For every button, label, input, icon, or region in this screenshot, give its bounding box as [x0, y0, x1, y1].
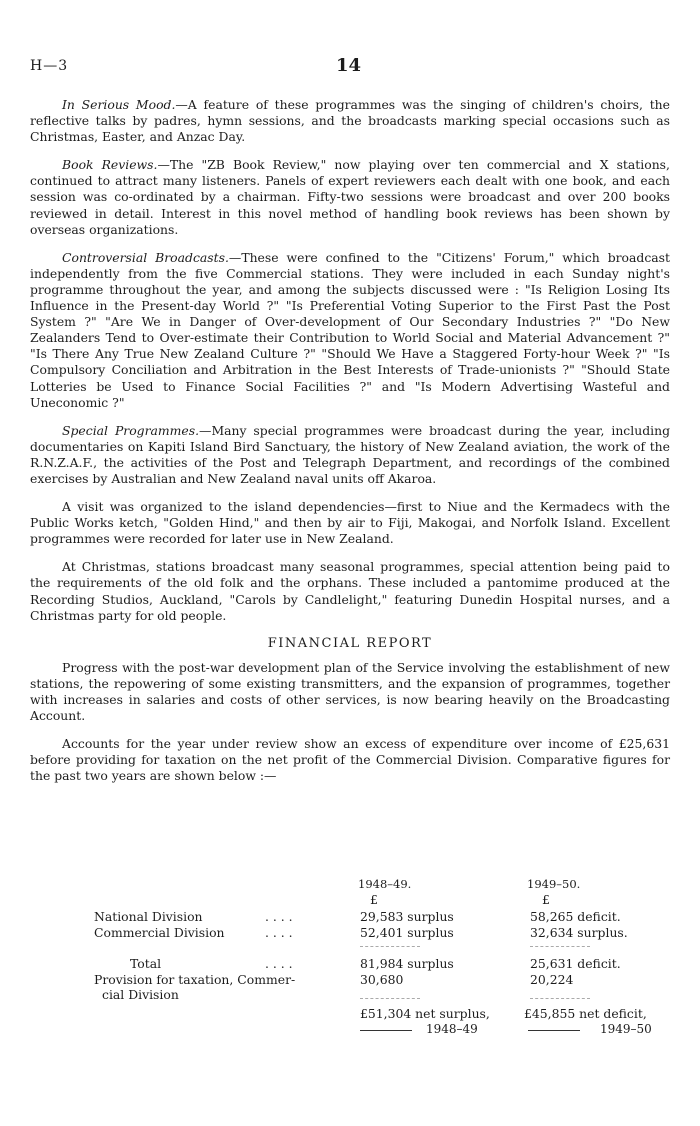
row-value-1949: 25,631 deficit. — [530, 956, 621, 971]
net-result-1948: £51,304 net surplus, — [360, 1006, 490, 1021]
financial-report-heading: FINANCIAL REPORT — [267, 635, 433, 651]
row-leader: . . . . — [265, 909, 293, 924]
row-label: Provision for taxation, Commer- — [94, 972, 296, 987]
row-label: Commercial Division — [94, 925, 225, 940]
paragraph-christmas — [30, 559, 670, 623]
row-value-1949: 32,634 surplus. — [530, 925, 628, 940]
net-year-1948: 1948–49 — [426, 1022, 478, 1036]
paragraph-lead: Book Reviews. — [62, 157, 158, 173]
row-value-1948: 29,583 surplus — [360, 909, 454, 924]
row-value-1948: 52,401 surplus — [360, 925, 454, 940]
paragraph-financial-progress: Progress with the post-war development plan of the Service involving the establishment of new stations, the repowering of some existing transmitters, and the expansion of programmes, together with increases in salaries and costs of other services, is now bearing heavily on the Broadcasting Account. — [30, 659, 670, 723]
paragraph-controversial-broadcasts — [30, 250, 670, 411]
paragraph-text: A visit was organized to the island dependencies—first to Niue and the Kermadecs with the Public Works ketch, "Golden Hind," and then by air to Fiji, Makogai, and Norfolk Island. Excellent programmes were recorded for later use in New Zealand. — [30, 499, 670, 547]
paragraph-serious-mood — [30, 97, 670, 145]
column-year-1948: 1948–49. — [358, 877, 412, 891]
paragraph-island-visit — [30, 499, 670, 547]
double-rule — [360, 1030, 412, 1031]
currency-symbol: £ — [542, 892, 550, 907]
paragraph-text: —A feature of these programmes was the singing of children's choirs, the reflective talks by padres, hymn sessions, and the broadcasts marking special occasions such as Christmas, Easter, and Anzac Day. — [30, 97, 670, 145]
double-rule — [528, 1030, 580, 1031]
paragraph-lead: Controversial Broadcasts. — [62, 249, 229, 265]
page-number: 14 — [336, 55, 362, 76]
row-label: National Division — [94, 909, 203, 924]
row-leader: . . . . — [265, 925, 293, 940]
paragraph-financial-accounts: Accounts for the year under review show an excess of expenditure over income of £25,631 before providing for taxation on the net profit of the Commercial Division. Comparative figures for the past two years are shown below :— — [30, 736, 670, 784]
paragraph-lead: Special Programmes. — [62, 422, 200, 438]
row-value-1949: 20,224 — [530, 972, 574, 987]
row-value-1948: 81,984 surplus — [360, 956, 454, 971]
report-reference: H—3 — [30, 58, 69, 74]
paragraph-book-reviews — [30, 157, 670, 237]
paragraph-text: At Christmas, stations broadcast many seasonal programmes, special attention being paid to the requirements of the old folk and the orphans. These included a pantomime produced at the Recording Studios, Auckland, "Carols by Candlelight," featuring Dunedin Hospital nurses, and a Christmas party for old people. — [30, 559, 670, 623]
net-year-1949: 1949–50 — [600, 1022, 652, 1036]
currency-symbol: £ — [370, 892, 378, 907]
row-value-1948: 30,680 — [360, 972, 404, 987]
paragraph-text: —The "ZB Book Review," now playing over ten commercial and X stations, continued to attract many listeners. Panels of expert reviewers each dealt with one book, and each session was co-ordinated by a chairman. Fifty-two sessions were broadcast and over 200 books reviewed in detail. Interest in this novel method of handling book reviews has been shown by overseas organizations. — [30, 157, 670, 237]
row-label-continued: cial Division — [102, 987, 179, 1002]
paragraph-text: —These were confined to the "Citizens' Forum," which broadcast independently from the five Commercial stations. They were included in each Sunday night's programme throughout the year, and among the subjects discussed were : "Is Religion Losing Its Influence in the Present-day World ?" "Is Preferential Voting Superior to the First Past the Post System ?" "Are We in Danger of Over-development of Our Secondary Industries ?" "Do New Zealanders Tend to Over-estimate their Contribution to World Social and Material Advancement ?" "Is There Any True New Zealand Culture ?" "Should We Have a Staggered Forty-hour Week ?" "Is Compulsory Conciliation and Arbitration in the Best Interests of Trade-unionists ?" "Should State Lotteries be Used to Finance Social Facilities ?" and "Is Modern Advertising Wasteful and Uneconomic ?" — [30, 249, 671, 410]
subtotal-rule — [360, 946, 420, 947]
row-label: Total — [130, 956, 162, 971]
paragraph-lead: In Serious Mood. — [62, 97, 176, 112]
net-rule — [530, 998, 590, 999]
column-year-1949: 1949–50. — [527, 877, 581, 891]
body-text — [30, 97, 670, 796]
subtotal-rule — [530, 946, 590, 947]
paragraph-special-programmes — [30, 423, 670, 487]
paragraph-text: —Many special programmes were broadcast during the year, including documentaries on Kapiti Island Bird Sanctuary, the history of New Zealand aviation, the work of the R.N.Z.A.F., the activities of the Post and Telegraph Department, and recordings of the combined exercises by Australian and New Zealand naval units off Akaroa. — [30, 422, 670, 486]
row-value-1949: 58,265 deficit. — [530, 909, 621, 924]
row-leader: . . . . — [265, 956, 293, 971]
net-rule — [360, 998, 420, 999]
net-result-1949: £45,855 net deficit, — [524, 1006, 647, 1021]
